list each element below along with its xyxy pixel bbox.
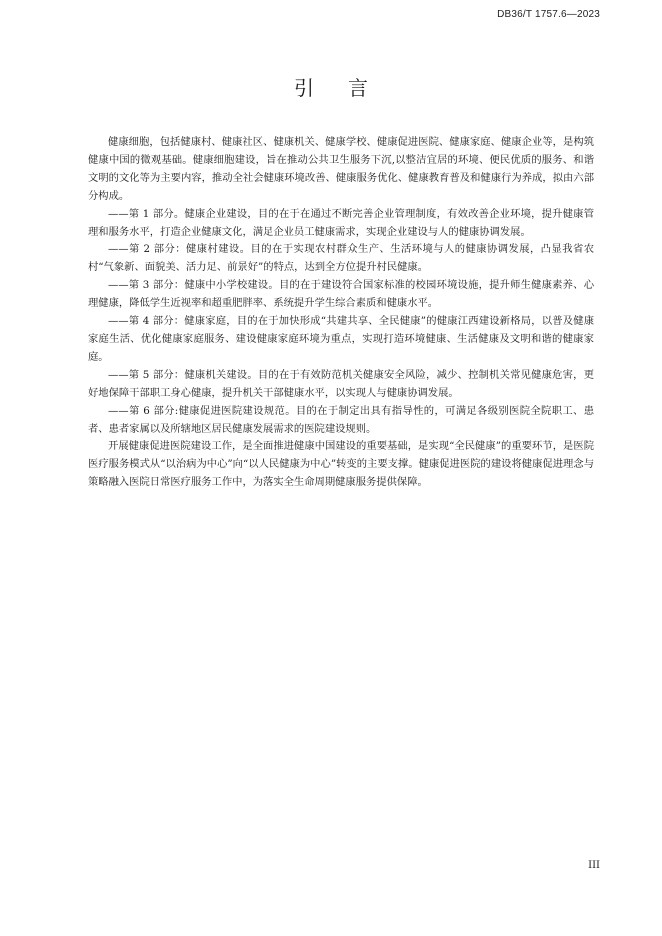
document-body — [88, 134, 594, 492]
part-1-paragraph: ——第 1 部分。健康企业建设，目的在于在通过不断完善企业管理制度，有效改善企业环境，提升健康管理和服务水平，打造企业健康文化，满足企业员工健康需求，实现企业建设与人的健康协调发展。 — [88, 207, 594, 238]
part-5-paragraph: ——第 5 部分：健康机关建设。目的在于有效防范机关健康安全风险，减少、控制机关常见健康危害，更好地保障干部职工身心健康，提升机关干部健康水平，以实现人与健康协调发展。 — [88, 368, 594, 399]
part-6-paragraph: ——第 6 部分:健康促进医院建设规范。目的在于制定出具有指导性的，可满足各级别医院全院职工、患者、患者家属以及所辖地区居民健康发展需求的医院建设规则。 — [88, 404, 594, 435]
part-2-paragraph: ——第 2 部分：健康村建设。目的在于实现农村群众生产、生活环境与人的健康协调发展，凸显我省农村“气象新、面貌美、活力足、前景好”的特点，达到全方位提升村民健康。 — [88, 243, 594, 274]
part-3-paragraph: ——第 3 部分：健康中小学校建设。目的在于建设符合国家标准的校园环境设施，提升师生健康素养、心理健康，降低学生近视率和超重肥胖率、系统提升学生综合素质和健康水平。 — [88, 279, 594, 310]
page-number: III — [588, 860, 600, 871]
part-4-paragraph: ——第 4 部分：健康家庭，目的在于加快形成“共建共享、全民健康”的健康江西建设新格局，以普及健康家庭生活、优化健康家庭服务、建设健康家庭环境为重点，实现打造环境健康、生活健康及文明和谐的健康家庭。 — [88, 315, 594, 363]
page-title: 引言 — [294, 76, 402, 100]
document-code: DB36/T 1757.6—2023 — [497, 9, 600, 20]
closing-paragraph: 开展健康促进医院建设工作，是全面推进健康中国建设的重要基础，是实现“全民健康”的重要环节，是医院医疗服务模式从“以治病为中心”向“以人民健康为中心”转变的主要支撑。健康促进医院的建设将健康促进理念与策略融入医院日常医疗服务工作中，为落实全生命周期健康服务提供保障。 — [88, 440, 594, 489]
intro-paragraph: 健康细胞，包括健康村、健康社区、健康机关、健康学校、健康促进医院、健康家庭、健康企业等，是构筑健康中国的微观基础。健康细胞建设，旨在推动公共卫生服务下沉,以整洁宜居的环境、便民优质的服务、和谐文明的文化等为主要内容，推动全社会健康环境改善、健康服务优化、健康教育普及和健康行为养成，拟由六部分构成。 — [88, 136, 594, 202]
